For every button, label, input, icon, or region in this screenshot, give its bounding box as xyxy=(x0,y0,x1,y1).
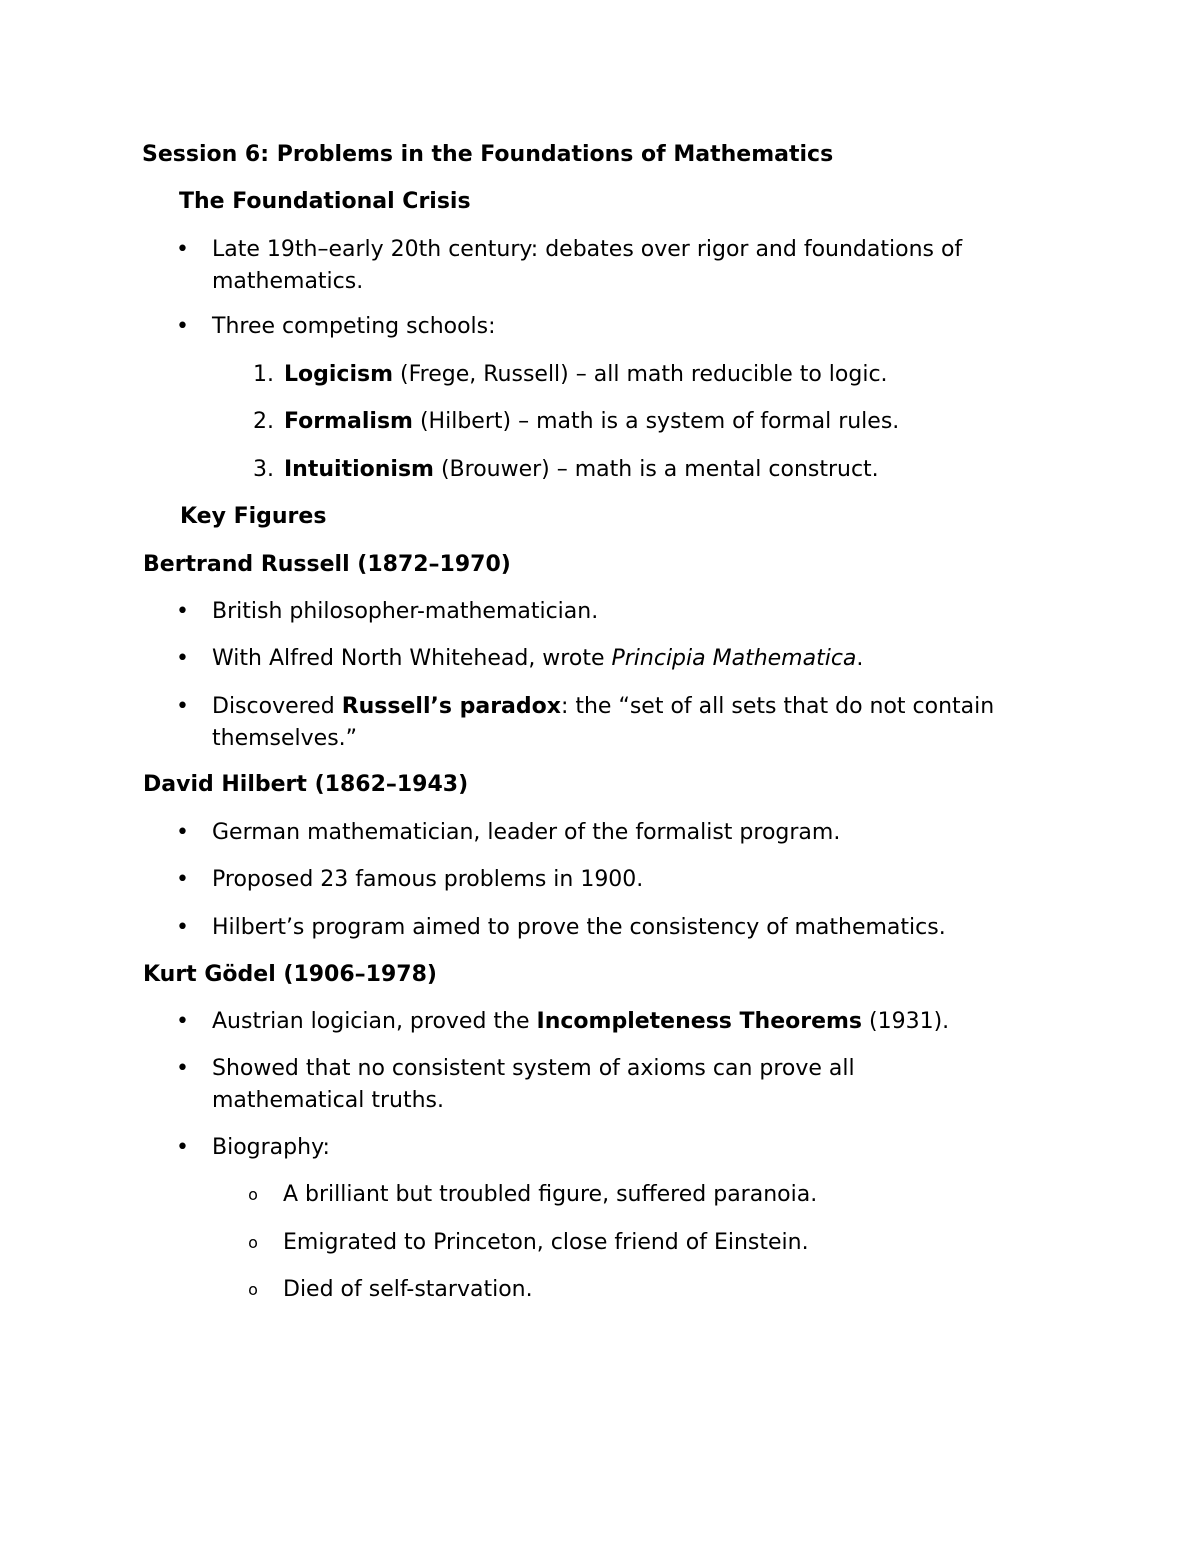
sub-bullet-icon: o xyxy=(248,1233,258,1252)
bullet-icon: • xyxy=(176,1135,189,1160)
crisis-bullet-2: Three competing schools: xyxy=(212,314,496,339)
godel-bullet-2: Showed that no consistent system of axioms can prove all mathematical truths. xyxy=(212,1056,855,1113)
school-description: (Brouwer) – math is a mental construct. xyxy=(433,457,879,482)
section-heading-russell: Bertrand Russell (1872–1970) xyxy=(143,552,511,577)
text-run: Discovered xyxy=(212,694,342,719)
sub-bullet-icon: o xyxy=(248,1280,258,1299)
bullet-icon: • xyxy=(176,599,189,624)
school-description: (Frege, Russell) – all math reducible to logic. xyxy=(393,362,888,387)
text-run: Austrian logician, proved the xyxy=(212,1009,537,1034)
school-name: Intuitionism xyxy=(284,457,434,482)
bullet-icon: • xyxy=(176,867,189,892)
russell-bullet-2 xyxy=(212,643,1072,675)
page-title: Session 6: Problems in the Foundations of Mathematics xyxy=(142,142,834,167)
text-run: With Alfred North Whitehead, wrote xyxy=(212,646,612,671)
godel-bullet-1 xyxy=(212,1006,1072,1038)
russell-bullet-1: British philosopher-mathematician. xyxy=(212,599,599,624)
bullet-icon: • xyxy=(176,237,189,262)
school-intuitionism xyxy=(284,454,1124,486)
godel-bio-2: Emigrated to Princeton, close friend of Einstein. xyxy=(283,1230,809,1255)
list-number: 2. xyxy=(253,409,274,434)
godel-bio-1: A brilliant but troubled figure, suffered paranoia. xyxy=(283,1182,818,1207)
school-formalism xyxy=(284,406,1124,438)
school-name: Logicism xyxy=(284,362,394,387)
list-number: 1. xyxy=(253,362,274,387)
godel-bio-3: Died of self-starvation. xyxy=(283,1277,533,1302)
section-heading-key-figures: Key Figures xyxy=(180,504,327,529)
bullet-icon: • xyxy=(176,694,189,719)
text-run: : the “set of all sets that do not contain themselves.” xyxy=(212,694,995,751)
list-number: 3. xyxy=(253,457,274,482)
hilbert-bullet-1: German mathematician, leader of the formalist program. xyxy=(212,820,841,845)
school-description: (Hilbert) – math is a system of formal rules. xyxy=(412,409,900,434)
bullet-icon: • xyxy=(176,915,189,940)
text-run: (1931). xyxy=(862,1009,950,1034)
russell-bullet-3 xyxy=(212,691,1072,755)
hilbert-bullet-3: Hilbert’s program aimed to prove the consistency of mathematics. xyxy=(212,915,946,940)
hilbert-bullet-2: Proposed 23 famous problems in 1900. xyxy=(212,867,644,892)
bullet-icon: • xyxy=(176,646,189,671)
bullet-icon: • xyxy=(176,820,189,845)
section-heading-foundational-crisis: The Foundational Crisis xyxy=(179,189,471,214)
crisis-bullet-1: Late 19th–early 20th century: debates over rigor and foundations of mathematics. xyxy=(212,237,963,294)
school-name: Formalism xyxy=(284,409,413,434)
bullet-icon: • xyxy=(176,1009,189,1034)
section-heading-hilbert: David Hilbert (1862–1943) xyxy=(143,772,469,797)
school-logicism xyxy=(284,359,1124,391)
text-run: . xyxy=(856,646,864,671)
sub-bullet-icon: o xyxy=(248,1185,258,1204)
godel-bullet-3: Biography: xyxy=(212,1135,330,1160)
paradox-term: Russell’s paradox xyxy=(341,694,561,719)
book-title: Principia Mathematica xyxy=(611,646,857,671)
bullet-icon: • xyxy=(176,1056,189,1081)
bullet-icon: • xyxy=(176,314,189,339)
theorem-term: Incompleteness Theorems xyxy=(536,1009,863,1034)
section-heading-godel: Kurt Gödel (1906–1978) xyxy=(143,962,437,987)
